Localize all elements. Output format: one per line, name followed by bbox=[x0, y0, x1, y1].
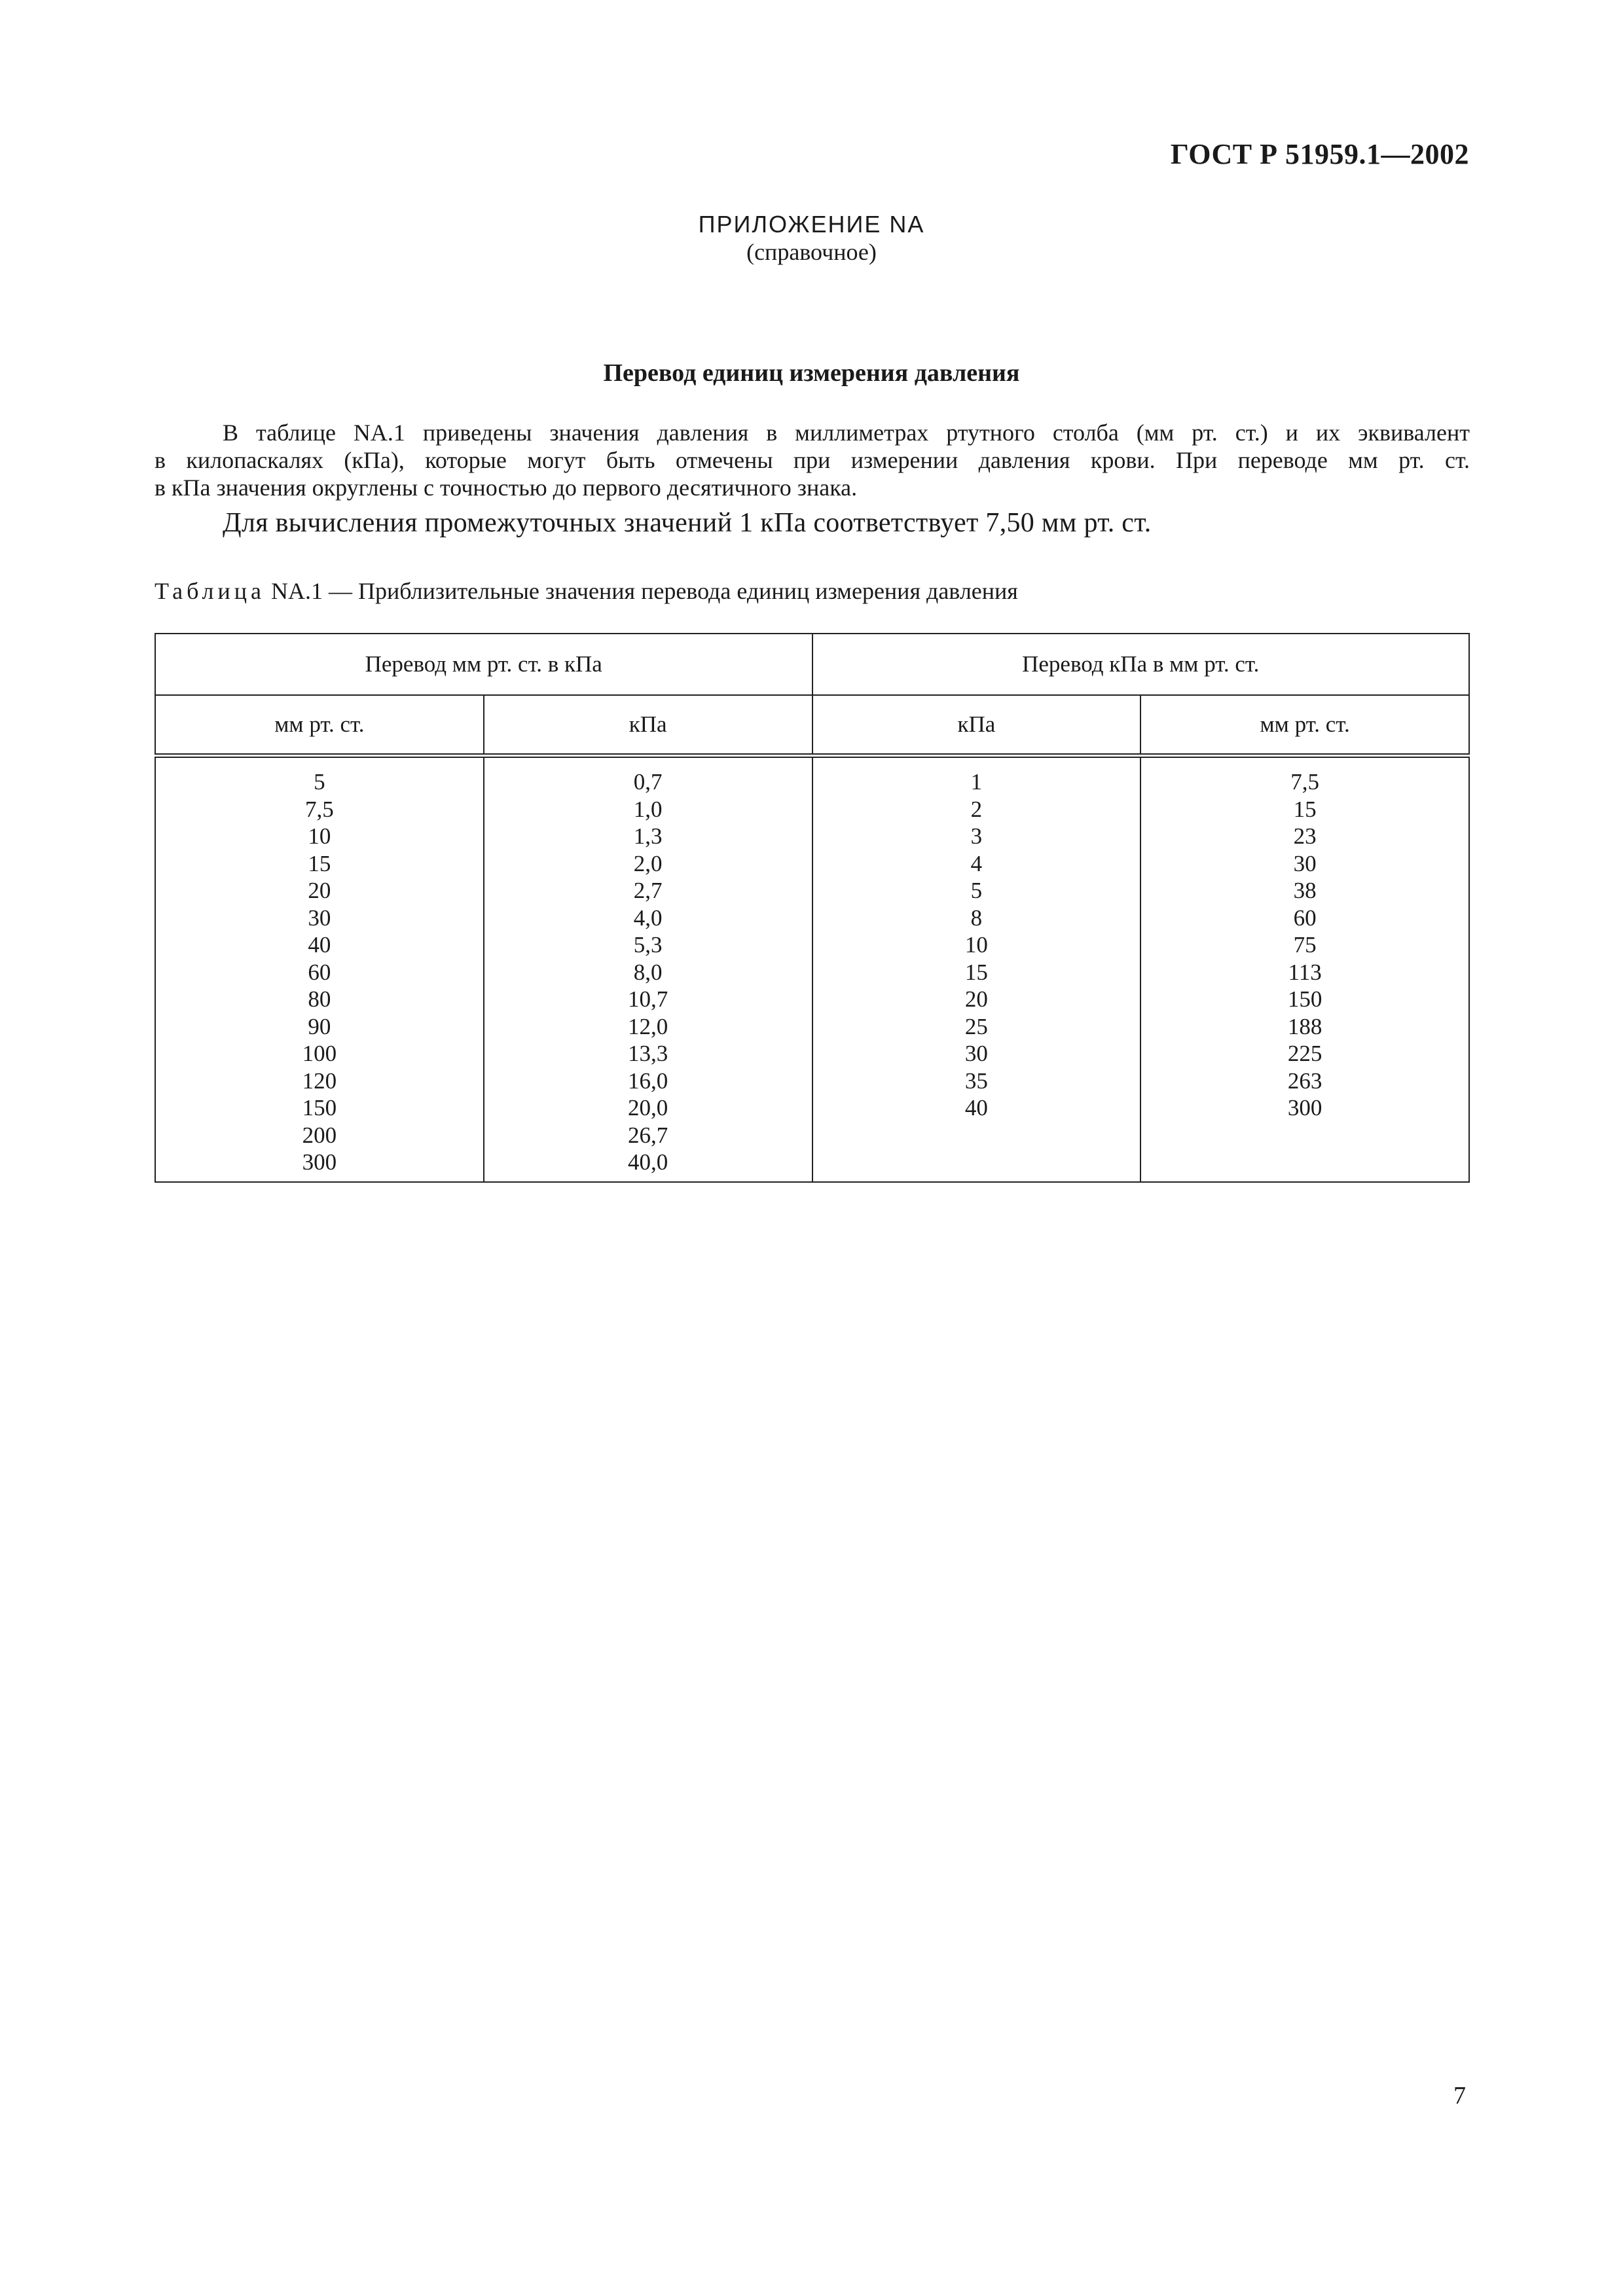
table-cell-value: 2,0 bbox=[633, 850, 663, 876]
table-cell-value: 4,0 bbox=[633, 905, 663, 931]
document-number: ГОСТ Р 51959.1—2002 bbox=[1170, 138, 1469, 170]
table-cell-value: 100 bbox=[302, 1041, 337, 1066]
table-cell-value: 35 bbox=[964, 1067, 988, 1094]
table-cell-value: 5 bbox=[314, 769, 325, 795]
table-cell-value: 40 bbox=[308, 932, 331, 958]
table-cell-value: 113 bbox=[1288, 959, 1322, 985]
table-cell-value: 20 bbox=[308, 878, 331, 903]
table-cell-value: 188 bbox=[1287, 1013, 1322, 1039]
table-cell-value: 3 bbox=[970, 823, 983, 849]
table-cell-value: 15 bbox=[964, 959, 988, 985]
table-caption-label: Таблица bbox=[155, 578, 265, 604]
table-cell-value: 300 bbox=[1287, 1095, 1322, 1121]
table-cell-value: 7,5 bbox=[1290, 769, 1319, 795]
column-header: кПа bbox=[484, 695, 812, 756]
table-cell-value: 120 bbox=[302, 1067, 337, 1094]
appendix-title: ПРИЛОЖЕНИЕ NA bbox=[698, 211, 925, 238]
column-mmhg-values bbox=[155, 756, 484, 1182]
table-caption bbox=[155, 577, 1018, 605]
table-cell-value: 20 bbox=[964, 986, 988, 1012]
table-cell-value: 8,0 bbox=[633, 959, 663, 985]
table-cell-value: 1,0 bbox=[633, 796, 663, 822]
table-cell-value: 20,0 bbox=[628, 1095, 668, 1121]
intro-line: В таблице NA.1 приведены значения давления в миллиметрах ртутного столба (мм рт. ст.) и их эквивалент bbox=[223, 420, 1470, 446]
table-cell-value: 300 bbox=[302, 1149, 337, 1175]
table-cell-value: 80 bbox=[308, 986, 331, 1012]
table-cell-value: 30 bbox=[964, 1041, 988, 1066]
column-header: кПа bbox=[812, 695, 1141, 756]
intro-line: в килопаскалях (кПа), которые могут быть отмечены при измерении давления крови. При переводе мм рт. ст. bbox=[155, 447, 1470, 473]
table-cell-value: 60 bbox=[308, 959, 331, 985]
conversion-table bbox=[155, 633, 1470, 1183]
group-header-kpa-to-mmhg: Перевод кПа в мм рт. ст. bbox=[812, 634, 1470, 695]
table-cell-value: 25 bbox=[964, 1013, 988, 1039]
table-cell-value: 2 bbox=[970, 796, 983, 822]
table-cell-value: 200 bbox=[302, 1122, 337, 1148]
table-cell-value: 40 bbox=[964, 1095, 988, 1121]
table-cell-value: 30 bbox=[1293, 850, 1317, 876]
table-cell-value: 38 bbox=[1293, 878, 1317, 903]
conversion-note: Для вычисления промежуточных значений 1 кПа соответствует 7,50 мм рт. ст. bbox=[223, 508, 1152, 538]
table-cell-value: 5,3 bbox=[633, 932, 663, 958]
table-cell-value: 4 bbox=[970, 850, 983, 876]
table-cell-value: 26,7 bbox=[628, 1122, 668, 1148]
table-cell-value: 10,7 bbox=[628, 986, 668, 1012]
table-cell-value: 1 bbox=[970, 769, 983, 795]
table-caption-text: NA.1 — Приблизительные значения перевода единиц измерения давления bbox=[264, 578, 1018, 604]
table-cell-value: 225 bbox=[1287, 1041, 1322, 1066]
appendix-subtitle: (справочное) bbox=[746, 239, 877, 265]
table-cell-value: 30 bbox=[308, 905, 331, 931]
page-number: 7 bbox=[1453, 2082, 1466, 2109]
column-header: мм рт. ст. bbox=[1140, 695, 1469, 756]
table-cell-value: 13,3 bbox=[628, 1041, 668, 1066]
column-mmhg-result-values bbox=[1140, 756, 1469, 1182]
table-cell-value: 8 bbox=[970, 905, 983, 931]
table-cell-value: 15 bbox=[308, 850, 331, 876]
table-cell-value: 5 bbox=[970, 878, 983, 903]
column-kpa-values bbox=[484, 756, 812, 1182]
table-cell-value: 2,7 bbox=[633, 878, 663, 903]
section-title: Перевод единиц измерения давления bbox=[603, 359, 1020, 387]
column-header: мм рт. ст. bbox=[155, 695, 484, 756]
table-cell-value: 150 bbox=[1287, 986, 1322, 1012]
table-cell-value: 1,3 bbox=[633, 823, 663, 849]
table-cell-value: 90 bbox=[308, 1013, 331, 1039]
table-cell-value: 7,5 bbox=[305, 796, 334, 822]
table-cell-value: 0,7 bbox=[633, 769, 663, 795]
table-cell-value: 40,0 bbox=[628, 1149, 668, 1175]
table-cell-value: 16,0 bbox=[628, 1067, 668, 1094]
group-header-mmhg-to-kpa: Перевод мм рт. ст. в кПа bbox=[155, 634, 812, 695]
table-cell-value: 10 bbox=[308, 823, 331, 849]
table-cell-value: 75 bbox=[1293, 932, 1317, 958]
column-kpa-input-values bbox=[812, 756, 1141, 1182]
table-cell-value: 60 bbox=[1293, 905, 1317, 931]
table-cell-value: 10 bbox=[964, 932, 988, 958]
intro-paragraph bbox=[155, 419, 1470, 501]
intro-line: в кПа значения округлены с точностью до первого десятичного знака. bbox=[155, 475, 858, 501]
table-cell-value: 150 bbox=[302, 1095, 337, 1121]
table-cell-value: 15 bbox=[1293, 796, 1317, 822]
table-cell-value: 12,0 bbox=[628, 1013, 668, 1039]
table-cell-value: 23 bbox=[1293, 823, 1317, 849]
table-cell-value: 263 bbox=[1287, 1067, 1322, 1094]
